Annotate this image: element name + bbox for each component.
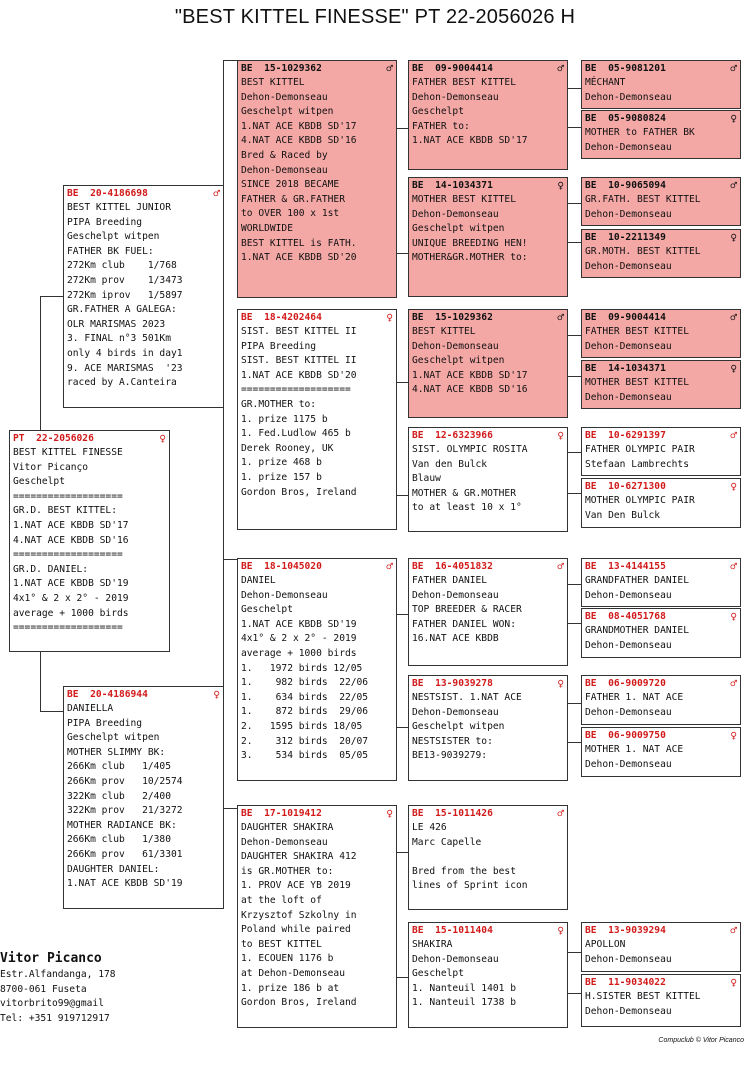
pedigree-text-line: is GR.MOTHER to: bbox=[241, 865, 334, 877]
pedigree-text-line: 1. Nanteuil 1401 b bbox=[412, 982, 516, 994]
male-symbol-icon: ♂ bbox=[730, 560, 737, 573]
connector-line bbox=[223, 558, 238, 809]
pedigree-text-line: 4.NAT ACE KBDB SD'16 bbox=[13, 534, 129, 546]
pedigree-card-sd-sire bbox=[408, 309, 568, 418]
pedigree-card-g11 bbox=[581, 675, 741, 725]
pedigree-text-line: BEST KITTEL is FATH. bbox=[241, 237, 357, 249]
pedigree-text-line: DANIELLA bbox=[67, 703, 114, 714]
female-symbol-icon: ♀ bbox=[730, 610, 737, 623]
pedigree-text-line: to BEST KITTEL bbox=[241, 938, 322, 950]
pedigree-text-line: 1. 872 birds 29/06 bbox=[241, 706, 369, 718]
connector-line bbox=[567, 584, 582, 624]
pedigree-text-line: Geschelpt witpen bbox=[67, 231, 160, 243]
pedigree-text-line: Dehon-Demonseau bbox=[585, 391, 672, 403]
pedigree-text-line: Krzysztof Szkolny in bbox=[241, 909, 357, 921]
male-symbol-icon: ♂ bbox=[730, 62, 737, 75]
pedigree-text-line: 1.NAT ACE KBDB SD'19 bbox=[241, 618, 357, 630]
ring-number-header bbox=[585, 62, 737, 76]
ring-number: BE 05-9081201 bbox=[585, 62, 666, 74]
ring-number: BE 09-9004414 bbox=[585, 311, 666, 323]
male-symbol-icon: ♂ bbox=[730, 429, 737, 442]
pedigree-text-line: BEST KITTEL bbox=[412, 326, 476, 337]
pedigree-card-g9 bbox=[581, 558, 741, 607]
pedigree-text-line: Dehon-Demonseau bbox=[585, 1005, 672, 1017]
ring-number-header bbox=[585, 231, 737, 245]
ring-number: BE 10-9065094 bbox=[585, 179, 666, 191]
pedigree-text-line: DAUGHTER SHAKIRA bbox=[241, 822, 334, 833]
pedigree-card-g7 bbox=[581, 427, 741, 476]
pedigree-text-line: GR.MOTHER to: bbox=[241, 398, 317, 410]
ring-number: BE 10-2211349 bbox=[585, 231, 666, 243]
female-symbol-icon: ♀ bbox=[159, 432, 166, 445]
ring-number-header bbox=[241, 807, 393, 821]
pedigree-card-dam-sire bbox=[237, 558, 397, 781]
ring-number: BE 20-4186698 bbox=[67, 187, 148, 199]
female-symbol-icon: ♀ bbox=[730, 480, 737, 493]
pedigree-card-g3 bbox=[581, 177, 741, 226]
pedigree-text-line: Dehon-Demonseau bbox=[241, 836, 328, 848]
owner-email: vitorbrito99@gmail bbox=[0, 998, 104, 1010]
pedigree-text-line: to OVER 100 x 1st bbox=[241, 208, 340, 220]
pedigree-text-line: 272Km prov 1/3473 bbox=[67, 274, 183, 286]
pedigree-card-sire bbox=[63, 185, 224, 408]
pedigree-text-line: 1.NAT ACE KBDB SD'17 bbox=[412, 135, 528, 147]
ring-number: BE 09-9004414 bbox=[412, 62, 493, 74]
pedigree-text-line: Dehon-Demonseau bbox=[241, 91, 328, 103]
pedigree-text-line: GR.FATHER A GALEGA: bbox=[67, 304, 177, 316]
male-symbol-icon: ♂ bbox=[557, 62, 564, 75]
ring-number: BE 13-9039294 bbox=[585, 924, 666, 936]
connector-line bbox=[223, 60, 238, 560]
pedigree-text-line: MOTHER OLYMPIC PAIR bbox=[585, 495, 695, 506]
pedigree-text-line: Geschelpt bbox=[13, 476, 65, 488]
pedigree-text-line: DAUGHTER SHAKIRA 412 bbox=[241, 851, 357, 863]
pedigree-text-line: WORLDWIDE bbox=[241, 222, 293, 234]
ring-number-header bbox=[585, 924, 737, 938]
pedigree-text-line: BEST KITTEL bbox=[241, 77, 305, 88]
pedigree-text-line: Dehon-Demonseau bbox=[585, 706, 672, 718]
pedigree-text-line: 9. ACE MARISMAS '23 bbox=[67, 362, 183, 374]
pedigree-text-line: TOP BREEDER & RACER bbox=[412, 604, 522, 616]
ring-number-header bbox=[585, 610, 737, 624]
pedigree-text-line: Dehon-Demonseau bbox=[241, 589, 328, 601]
ring-number: BE 15-1011426 bbox=[412, 807, 493, 819]
pedigree-title: "BEST KITTEL FINESSE" PT 22-2056026 H bbox=[174, 6, 576, 28]
pedigree-text-line: Poland while paired bbox=[241, 924, 351, 936]
pedigree-text-line: SIST. BEST KITTEL II bbox=[241, 326, 357, 337]
pedigree-text-line: MÉCHANT bbox=[585, 77, 626, 88]
pedigree-text-line: Geschelpt witpen bbox=[67, 732, 160, 744]
connector-line bbox=[40, 651, 64, 712]
pedigree-card-ds-sire bbox=[408, 558, 568, 666]
male-symbol-icon: ♂ bbox=[730, 311, 737, 324]
pedigree-text-line: Dehon-Demonseau bbox=[585, 260, 672, 272]
ring-number-header bbox=[412, 179, 564, 193]
pedigree-text-line: only 4 birds in day1 bbox=[67, 347, 183, 359]
pedigree-text-line: NESTSISTER to: bbox=[412, 735, 493, 747]
male-symbol-icon: ♂ bbox=[213, 187, 220, 200]
pedigree-text-line: MOTHER & GR.MOTHER bbox=[412, 487, 516, 499]
pedigree-text-line: SINCE 2018 BECAME bbox=[241, 179, 340, 191]
pedigree-text-line: =================== bbox=[241, 384, 351, 396]
pedigree-text-line: 1. prize 157 b bbox=[241, 471, 322, 483]
ring-number: BE 06-9009750 bbox=[585, 729, 666, 741]
pedigree-text-line: APOLLON bbox=[585, 939, 626, 950]
pedigree-text-line: 1. ECOUEN 1176 b bbox=[241, 953, 334, 965]
pedigree-text-line: Dehon-Demonseau bbox=[585, 639, 672, 651]
connector-line bbox=[567, 952, 582, 994]
ring-number-header bbox=[13, 432, 166, 446]
pedigree-text-line: NESTSIST. 1.NAT ACE bbox=[412, 692, 522, 703]
pedigree-text-line: Dehon-Demonseau bbox=[412, 91, 499, 103]
pedigree-text-line: GR.MOTH. BEST KITTEL bbox=[585, 246, 701, 257]
connector-line bbox=[395, 852, 409, 978]
pedigree-text-line: =================== bbox=[13, 549, 123, 561]
pedigree-text-line: Dehon-Demonseau bbox=[241, 164, 328, 176]
pedigree-text-line: Bred from the best bbox=[412, 865, 516, 877]
ring-number-header bbox=[67, 187, 220, 201]
pedigree-text-line: lines of Sprint icon bbox=[412, 880, 528, 892]
pedigree-text-line: LE 426 bbox=[412, 822, 447, 833]
pedigree-text-line: 1. prize 186 b at bbox=[241, 982, 340, 994]
ring-number-header bbox=[585, 362, 737, 376]
pedigree-card-g13 bbox=[581, 922, 741, 972]
pedigree-text-line: 1. Nanteuil 1738 b bbox=[412, 997, 516, 1009]
female-symbol-icon: ♀ bbox=[730, 362, 737, 375]
ring-number-header bbox=[585, 429, 737, 443]
pedigree-card-ss-sire bbox=[408, 60, 568, 170]
pedigree-text-line: UNIQUE BREEDING HEN! bbox=[412, 237, 528, 249]
pedigree-text-line: Van den Bulck bbox=[412, 458, 488, 470]
pedigree-text-line: 4x1° & 2 x 2° - 2019 bbox=[13, 592, 129, 604]
pedigree-text-line: 16.NAT ACE KBDB bbox=[412, 633, 499, 645]
pedigree-text-line: 322Km prov 21/3272 bbox=[67, 805, 183, 817]
male-symbol-icon: ♂ bbox=[386, 560, 393, 573]
pedigree-text-line: 4.NAT ACE KBDB SD'16 bbox=[241, 135, 357, 147]
pedigree-text-line: FATHER DANIEL WON: bbox=[412, 618, 516, 630]
pedigree-card-g14 bbox=[581, 974, 741, 1027]
pedigree-text-line: 1.NAT ACE KBDB SD'19 bbox=[67, 878, 183, 890]
ring-number-header bbox=[585, 560, 737, 574]
ring-number: BE 14-1034371 bbox=[585, 362, 666, 374]
pedigree-text-line: 266Km prov 61/3301 bbox=[67, 848, 183, 860]
pedigree-text-line: Dehon-Demonseau bbox=[585, 91, 672, 103]
pedigree-text-line: 1. 982 birds 22/06 bbox=[241, 677, 369, 689]
pedigree-text-line: Bred & Raced by bbox=[241, 149, 328, 161]
female-symbol-icon: ♀ bbox=[213, 688, 220, 701]
connector-line bbox=[567, 335, 582, 377]
pedigree-text-line: FATHER to: bbox=[412, 120, 470, 132]
pedigree-card-g10 bbox=[581, 608, 741, 658]
pedigree-text-line: to at least 10 x 1° bbox=[412, 502, 522, 514]
ring-number-header bbox=[241, 311, 393, 325]
female-symbol-icon: ♀ bbox=[557, 677, 564, 690]
female-symbol-icon: ♀ bbox=[730, 729, 737, 742]
pedigree-text-line: GR.FATH. BEST KITTEL bbox=[585, 194, 701, 205]
connector-line bbox=[567, 452, 582, 494]
pedigree-text-line: FATHER BEST KITTEL bbox=[585, 326, 689, 337]
male-symbol-icon: ♂ bbox=[730, 924, 737, 937]
pedigree-text-line: GR.D. BEST KITTEL: bbox=[13, 505, 117, 517]
pedigree-text-line: Dehon-Demonseau bbox=[585, 758, 672, 770]
pedigree-card-sd-dam bbox=[408, 427, 568, 532]
pedigree-text-line: 266Km prov 10/2574 bbox=[67, 775, 183, 787]
ring-number: BE 14-1034371 bbox=[412, 179, 493, 191]
pedigree-card-g2 bbox=[581, 110, 741, 159]
pedigree-text-line: Geschelpt bbox=[412, 968, 464, 980]
pedigree-text-line: Gordon Bros, Ireland bbox=[241, 997, 357, 1009]
pedigree-text-line: 1.NAT ACE KBDB SD'17 bbox=[412, 369, 528, 381]
pedigree-text-line: 1.NAT ACE KBDB SD'20 bbox=[241, 252, 357, 264]
ring-number: BE 16-4051832 bbox=[412, 560, 493, 572]
pedigree-text-line: GR.D. DANIEL: bbox=[13, 563, 89, 575]
ring-number-header bbox=[412, 429, 564, 443]
pedigree-card-g12 bbox=[581, 727, 741, 777]
pedigree-text-line: BEST KITTEL JUNIOR bbox=[67, 202, 171, 213]
connector-line bbox=[567, 203, 582, 243]
pedigree-text-line: GRANDFATHER DANIEL bbox=[585, 575, 689, 586]
pedigree-text-line: SIST. BEST KITTEL II bbox=[241, 355, 357, 367]
pedigree-text-line: FATHER BEST KITTEL bbox=[412, 77, 516, 88]
ring-number-header bbox=[67, 688, 220, 702]
male-symbol-icon: ♂ bbox=[386, 62, 393, 75]
owner-name: Vitor Picanco bbox=[0, 951, 102, 966]
pedigree-card-subject bbox=[9, 430, 170, 652]
pedigree-card-g8 bbox=[581, 478, 741, 528]
pedigree-text-line: Geschelpt witpen bbox=[412, 721, 505, 733]
connector-line bbox=[40, 296, 64, 431]
pedigree-text-line: MOTHER 1. NAT ACE bbox=[585, 744, 684, 755]
male-symbol-icon: ♂ bbox=[557, 560, 564, 573]
pedigree-card-g4 bbox=[581, 229, 741, 278]
pedigree-text-line: 1. PROV ACE YB 2019 bbox=[241, 880, 351, 892]
pedigree-text-line: 1.NAT ACE KBDB SD'17 bbox=[241, 120, 357, 132]
ring-number-header bbox=[412, 560, 564, 574]
pedigree-text-line: 3. FINAL n°3 501Km bbox=[67, 333, 171, 345]
pedigree-text-line: Geschelpt witpen bbox=[412, 223, 505, 235]
ring-number-header bbox=[241, 560, 393, 574]
connector-line bbox=[395, 128, 409, 254]
pedigree-text-line: =================== bbox=[13, 622, 123, 634]
ring-number: BE 05-9080824 bbox=[585, 112, 666, 124]
pedigree-text-line: 4.NAT ACE KBDB SD'16 bbox=[412, 384, 528, 396]
pedigree-text-line: FATHER BK FUEL: bbox=[67, 245, 154, 257]
ring-number-header bbox=[241, 62, 393, 76]
pedigree-text-line: 1.NAT ACE KBDB SD'20 bbox=[241, 369, 357, 381]
pedigree-text-line: BEST KITTEL FINESSE bbox=[13, 447, 123, 458]
pedigree-text-line: Dehon-Demonseau bbox=[412, 706, 499, 718]
connector-line bbox=[567, 703, 582, 743]
ring-number-header bbox=[412, 311, 564, 325]
pedigree-text-line: PIPA Breeding bbox=[241, 340, 317, 352]
ring-number: BE 20-4186944 bbox=[67, 688, 148, 700]
ring-number-header bbox=[585, 179, 737, 193]
pedigree-text-line: Dehon-Demonseau bbox=[412, 340, 499, 352]
pedigree-text-line: Geschelpt witpen bbox=[241, 106, 334, 118]
ring-number-header bbox=[585, 480, 737, 494]
pedigree-text-line: at the loft of bbox=[241, 894, 322, 906]
pedigree-text-line: 1.NAT ACE KBDB SD'19 bbox=[13, 578, 129, 590]
ring-number: BE 08-4051768 bbox=[585, 610, 666, 622]
pedigree-text-line: Dehon-Demonseau bbox=[585, 208, 672, 220]
pedigree-text-line: H.SISTER BEST KITTEL bbox=[585, 991, 701, 1002]
pedigree-card-g6 bbox=[581, 360, 741, 409]
pedigree-text-line: =================== bbox=[13, 490, 123, 502]
pedigree-text-line: FATHER DANIEL bbox=[412, 575, 488, 586]
pedigree-text-line: MOTHER to FATHER BK bbox=[585, 127, 695, 138]
pedigree-text-line: SHAKIRA bbox=[412, 939, 453, 950]
ring-number: BE 06-9009720 bbox=[585, 677, 666, 689]
pedigree-text-line: BE13-9039279: bbox=[412, 750, 488, 762]
pedigree-text-line: 1.NAT ACE KBDB SD'17 bbox=[13, 519, 129, 531]
pedigree-text-line: PIPA Breeding bbox=[67, 717, 143, 729]
pedigree-text-line: MOTHER RADIANCE BK: bbox=[67, 819, 177, 831]
pedigree-text-line: 266Km club 1/380 bbox=[67, 834, 171, 846]
pedigree-text-line: Dehon-Demonseau bbox=[585, 589, 672, 601]
pedigree-text-line: Dehon-Demonseau bbox=[585, 953, 672, 965]
ring-number-header bbox=[585, 311, 737, 325]
female-symbol-icon: ♀ bbox=[557, 179, 564, 192]
female-symbol-icon: ♀ bbox=[557, 924, 564, 937]
pedigree-text-line: OLR MARISMAS 2023 bbox=[67, 318, 166, 330]
pedigree-text-line: MOTHER&GR.MOTHER to: bbox=[412, 252, 528, 264]
pedigree-text-line: 1. prize 1175 b bbox=[241, 413, 328, 425]
pedigree-card-g1 bbox=[581, 60, 741, 109]
pedigree-text-line: 266Km club 1/405 bbox=[67, 761, 171, 773]
pedigree-text-line: Dehon-Demonseau bbox=[585, 141, 672, 153]
ring-number: BE 17-1019412 bbox=[241, 807, 322, 819]
male-symbol-icon: ♂ bbox=[730, 677, 737, 690]
pedigree-text-line: Derek Rooney, UK bbox=[241, 442, 334, 454]
ring-number: BE 11-9034022 bbox=[585, 976, 666, 988]
pedigree-text-line: MOTHER SLIMMY BK: bbox=[67, 746, 166, 758]
ring-number: BE 18-1045020 bbox=[241, 560, 322, 572]
pedigree-text-line: Gordon Bros, Ireland bbox=[241, 486, 357, 498]
footer-credit: Compuclub © Vitor Picanco bbox=[658, 1037, 744, 1044]
owner-address-line: Estr.Alfandanga, 178 bbox=[0, 969, 116, 980]
ring-number: BE 10-6291397 bbox=[585, 429, 666, 441]
female-symbol-icon: ♀ bbox=[386, 311, 393, 324]
male-symbol-icon: ♂ bbox=[557, 807, 564, 820]
pedigree-text-line: 272Km club 1/768 bbox=[67, 260, 177, 272]
pedigree-text-line: Stefaan Lambrechts bbox=[585, 458, 689, 470]
ring-number-header bbox=[585, 729, 737, 743]
pedigree-text-line: Dehon-Demonseau bbox=[412, 589, 499, 601]
connector-line bbox=[395, 382, 409, 496]
ring-number: BE 15-1029362 bbox=[241, 62, 322, 74]
pedigree-text-line: 4x1° & 2 x 2° - 2019 bbox=[241, 633, 357, 645]
pedigree-card-ss-dam bbox=[408, 177, 568, 297]
pedigree-card-dd-dam bbox=[408, 922, 568, 1028]
pedigree-card-sire-sire bbox=[237, 60, 397, 298]
pedigree-text-line bbox=[412, 850, 564, 865]
pedigree-text-line: Marc Capelle bbox=[412, 836, 482, 848]
ring-number: BE 18-4202464 bbox=[241, 311, 322, 323]
pedigree-text-line: MOTHER BEST KITTEL bbox=[412, 194, 516, 205]
connector-line bbox=[395, 614, 409, 728]
female-symbol-icon: ♀ bbox=[557, 429, 564, 442]
pedigree-text-line: average + 1000 birds bbox=[241, 647, 357, 659]
pedigree-text-line: Blauw bbox=[412, 473, 441, 485]
pedigree-card-dd-sire bbox=[408, 805, 568, 910]
pedigree-text-line: Geschelpt bbox=[241, 604, 293, 616]
female-symbol-icon: ♀ bbox=[730, 976, 737, 989]
ring-number-header bbox=[412, 677, 564, 691]
male-symbol-icon: ♂ bbox=[557, 311, 564, 324]
owner-address-line: 8700-061 Fuseta bbox=[0, 983, 87, 995]
pedigree-text-line: 272Km iprov 1/5897 bbox=[67, 289, 183, 301]
pedigree-card-ds-dam bbox=[408, 675, 568, 781]
pedigree-text-line: Vitor Picanço bbox=[13, 461, 89, 473]
pedigree-text-line: 1. prize 468 b bbox=[241, 457, 322, 469]
ring-number-header bbox=[585, 112, 737, 126]
female-symbol-icon: ♀ bbox=[730, 231, 737, 244]
owner-phone: Tel: +351 919712917 bbox=[0, 1012, 110, 1024]
ring-number-header bbox=[585, 677, 737, 691]
pedigree-text-line: at Dehon-Demonseau bbox=[241, 967, 345, 979]
pedigree-text-line: 322Km club 2/400 bbox=[67, 790, 171, 802]
pedigree-text-line: SIST. OLYMPIC ROSITA bbox=[412, 444, 528, 455]
pedigree-text-line: Dehon-Demonseau bbox=[412, 208, 499, 220]
pedigree-text-line: Dehon-Demonseau bbox=[585, 340, 672, 352]
ring-number: BE 10-6271300 bbox=[585, 480, 666, 492]
pedigree-text-line: Geschelpt bbox=[412, 106, 464, 118]
pedigree-text-line: 1. 1972 birds 12/05 bbox=[241, 662, 363, 674]
pedigree-text-line: Geschelpt witpen bbox=[412, 355, 505, 367]
owner-contact bbox=[0, 950, 116, 1026]
pedigree-card-dam-dam bbox=[237, 805, 397, 1028]
pedigree-card-sire-dam bbox=[237, 309, 397, 530]
pedigree-text-line: 2. 312 birds 20/07 bbox=[241, 735, 369, 747]
pedigree-text-line: FATHER & GR.FATHER bbox=[241, 193, 345, 205]
male-symbol-icon: ♂ bbox=[730, 179, 737, 192]
pedigree-text-line: 1. Fed.Ludlow 465 b bbox=[241, 428, 351, 440]
pedigree-card-g5 bbox=[581, 309, 741, 358]
pedigree-text-line: DAUGHTER DANIEL: bbox=[67, 863, 160, 875]
pedigree-text-line: FATHER 1. NAT ACE bbox=[585, 692, 684, 703]
pedigree-text-line: PIPA Breeding bbox=[67, 216, 143, 228]
pedigree-card-dam bbox=[63, 686, 224, 909]
female-symbol-icon: ♀ bbox=[730, 112, 737, 125]
ring-number: BE 15-1011404 bbox=[412, 924, 493, 936]
ring-number: BE 13-9039278 bbox=[412, 677, 493, 689]
ring-number-header bbox=[412, 62, 564, 76]
pedigree-text-line: Dehon-Demonseau bbox=[412, 953, 499, 965]
pedigree-text-line: 1. 634 birds 22/05 bbox=[241, 691, 369, 703]
female-symbol-icon: ♀ bbox=[386, 807, 393, 820]
ring-number: PT 22-2056026 bbox=[13, 432, 94, 444]
ring-number-header bbox=[585, 976, 737, 990]
ring-number: BE 15-1029362 bbox=[412, 311, 493, 323]
connector-line bbox=[567, 88, 582, 128]
pedigree-text-line: 3. 534 birds 05/05 bbox=[241, 750, 369, 762]
pedigree-text-line: DANIEL bbox=[241, 575, 276, 586]
pedigree-text-line: 2. 1595 birds 18/05 bbox=[241, 720, 363, 732]
ring-number: BE 13-4144155 bbox=[585, 560, 666, 572]
pedigree-text-line: Van Den Bulck bbox=[585, 509, 661, 521]
pedigree-text-line: MOTHER BEST KITTEL bbox=[585, 377, 689, 388]
pedigree-text-line: raced by A.Canteira bbox=[67, 377, 177, 389]
ring-number-header bbox=[412, 924, 564, 938]
pedigree-text-line: FATHER OLYMPIC PAIR bbox=[585, 444, 695, 455]
pedigree-text-line: average + 1000 birds bbox=[13, 607, 129, 619]
ring-number-header bbox=[412, 807, 564, 821]
ring-number: BE 12-6323966 bbox=[412, 429, 493, 441]
pedigree-text-line: GRANDMOTHER DANIEL bbox=[585, 625, 689, 636]
